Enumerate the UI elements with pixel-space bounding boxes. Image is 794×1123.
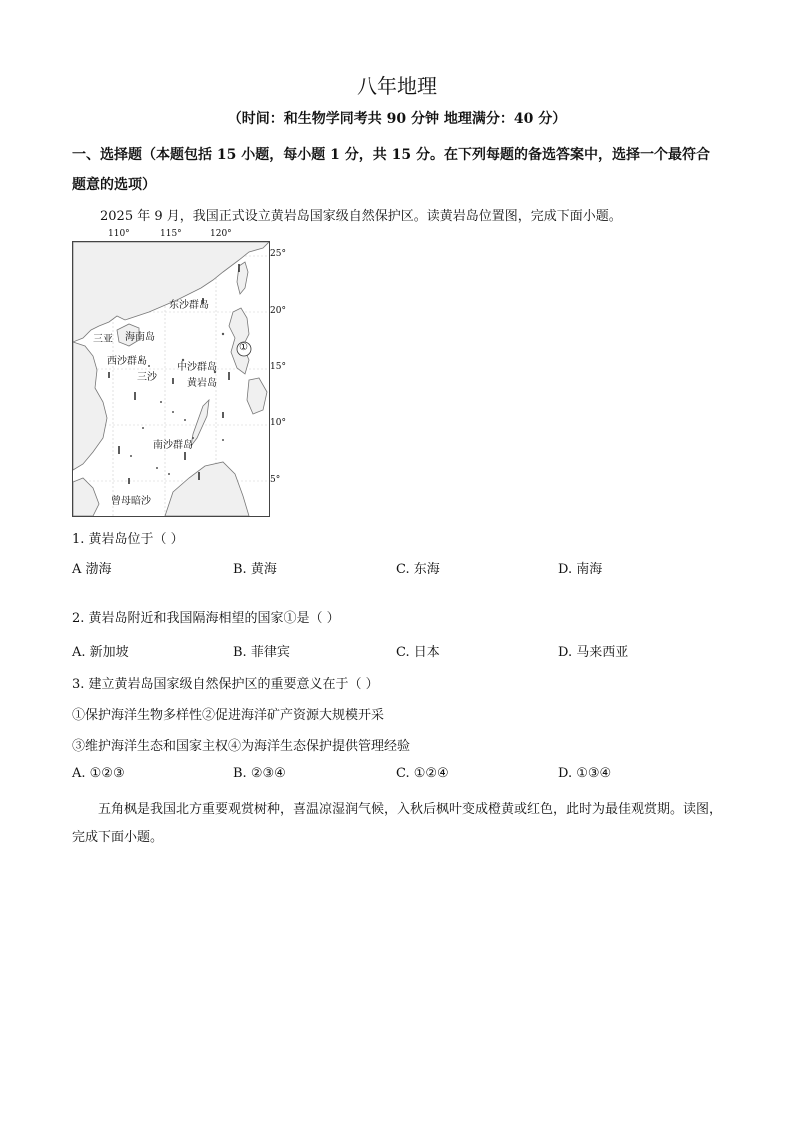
label-sansha: 三沙 xyxy=(137,372,157,383)
label-nansha-islands: 南沙群岛 xyxy=(153,440,193,451)
exam-info: （时间：和生物学同考共 90 分钟 地理满分：40 分） xyxy=(227,111,567,127)
label-xisha-islands: 西沙群岛 xyxy=(107,356,147,367)
question-3-option-b: B. ②③④ xyxy=(233,766,286,781)
label-sanya: 三亚 xyxy=(93,334,113,345)
lat-label: 20° xyxy=(270,306,286,316)
question-3-option-c: C. ①②④ xyxy=(396,766,449,781)
page-title: 八年地理 xyxy=(357,74,437,98)
question-1-option-d: D. 南海 xyxy=(558,562,603,577)
question-3-stem: 3. 建立黄岩岛国家级自然保护区的重要意义在于（ ） xyxy=(72,677,379,692)
lon-label: 120° xyxy=(210,229,232,239)
question-3-option-d: D. ①③④ xyxy=(558,766,612,781)
question-2-option-a: A. 新加坡 xyxy=(72,645,129,660)
label-huangyan-island: 黄岩岛 xyxy=(187,378,217,389)
question-2-option-b: B. 菲律宾 xyxy=(233,645,290,660)
lat-label: 10° xyxy=(270,418,286,428)
question-1-option-a: A 渤海 xyxy=(72,562,112,577)
question-1-stem: 1. 黄岩岛位于（ ） xyxy=(72,532,184,547)
question-2-stem: 2. 黄岩岛附近和我国隔海相望的国家①是（ ） xyxy=(72,611,340,626)
question-3-option-a: A. ①②③ xyxy=(72,766,125,781)
question-3-statement-line: ③维护海洋生态和国家主权④为海洋生态保护提供管理经验 xyxy=(72,739,411,754)
label-country-marker-1: ① xyxy=(239,342,248,353)
lat-label: 25° xyxy=(270,249,286,259)
question-1-option-b: B. 黄海 xyxy=(233,562,277,577)
question-3-statement-line: ①保护海洋生物多样性②促进海洋矿产资源大规模开采 xyxy=(72,708,385,723)
intro-text: 2025 年 9 月，我国正式设立黄岩岛国家级自然保护区。读黄岩岛位置图，完成下面小题。 xyxy=(100,209,622,224)
question-2-option-c: C. 日本 xyxy=(396,645,440,660)
lon-label: 115° xyxy=(160,229,182,239)
huangyan-location-map xyxy=(72,241,270,517)
lat-label: 15° xyxy=(270,362,286,372)
label-zengmu-ansha: 曾母暗沙 xyxy=(111,496,151,507)
section-heading: 一、选择题（本题包括 15 小题，每小题 1 分，共 15 分。在下列每题的备选答案中，选择一个最符合题意的选项） xyxy=(72,147,710,193)
lat-label: 5° xyxy=(270,475,281,485)
map-drawing xyxy=(73,242,269,516)
label-hainan-island: 海南岛 xyxy=(125,332,155,343)
question-2-option-d: D. 马来西亚 xyxy=(558,645,629,660)
lon-label: 110° xyxy=(108,229,130,239)
intro-text-2: 五角枫是我国北方重要观赏树种，喜温凉湿润气候，入秋后枫叶变成橙黄或红色，此时为最佳观赏期。读图，完成下面小题。 xyxy=(72,802,723,845)
label-zhongsha-islands: 中沙群岛 xyxy=(177,362,217,373)
question-1-option-c: C. 东海 xyxy=(396,562,440,577)
label-dongsha-islands: 东沙群岛 xyxy=(169,300,209,311)
